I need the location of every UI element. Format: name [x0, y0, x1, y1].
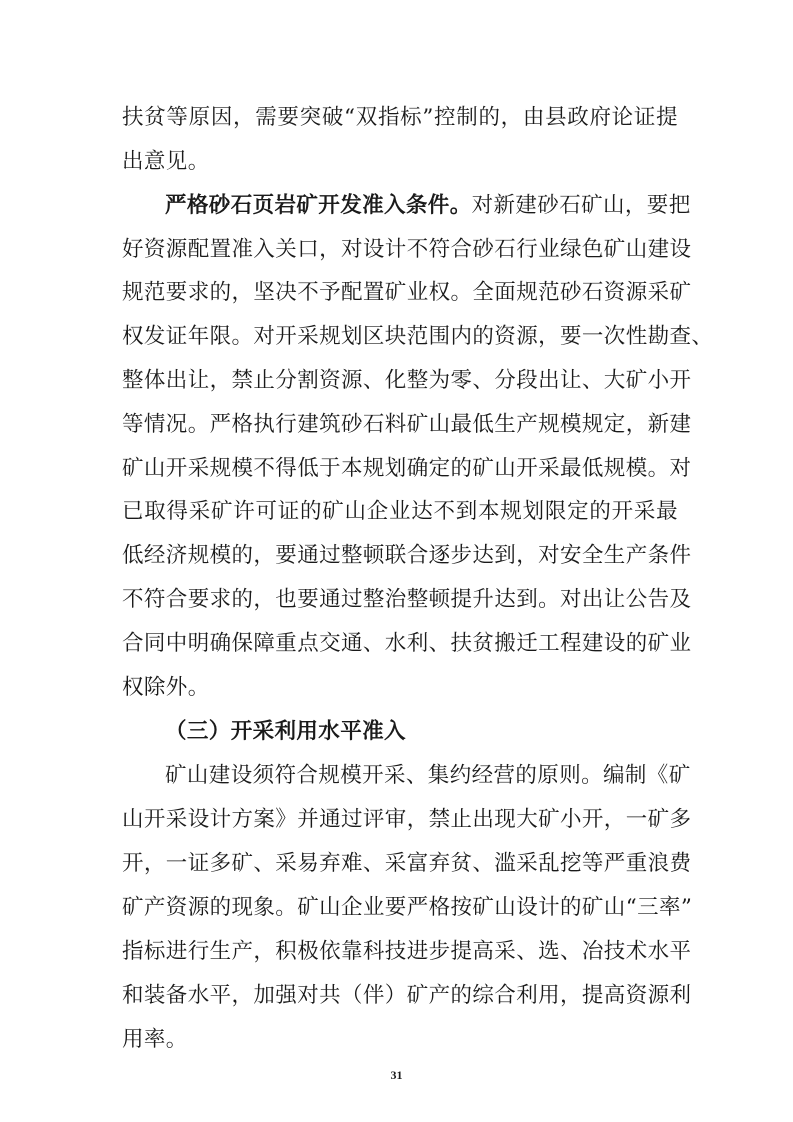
- paragraph2-line-3: 规范要求的，坚决不予配置矿业权。全面规范砂石资源采矿: [122, 280, 692, 305]
- paragraph2-line-5: 整体出让，禁止分割资源、化整为零、分段出让、大矿小开: [122, 368, 692, 393]
- paragraph2-line-6: 等情况。严格执行建筑砂石料矿山最低生产规模规定，新建: [122, 412, 692, 437]
- page-number: 31: [390, 1068, 403, 1082]
- paragraph3-line-6: 和装备水平，加强对共（伴）矿产的综合利用，提高资源利: [122, 983, 692, 1008]
- paragraph1-line-2: 出意见。: [122, 149, 210, 174]
- paragraph2-line-2: 好资源配置准入关口，对设计不符合砂石行业绿色矿山建设: [122, 237, 692, 262]
- paragraph3-line-7: 用率。: [122, 1027, 188, 1052]
- section-heading: （三）开采利用水平准入: [165, 719, 406, 744]
- paragraph2-line-7: 矿山开采规模不得低于本规划确定的矿山开采最低规模。对: [122, 456, 692, 481]
- paragraph2-line-12: 权除外。: [122, 675, 210, 700]
- paragraph2-first-line-rest: 对新建砂石矿山，要把: [471, 193, 691, 218]
- paragraph2-line-11: 合同中明确保障重点交通、水利、扶贫搬迁工程建设的矿业: [122, 631, 692, 656]
- paragraph2-bold-lead: 严格砂石页岩矿开发准入条件。: [165, 193, 472, 218]
- paragraph3-line-4: 矿产资源的现象。矿山企业要严格按矿山设计的矿山“三率”: [122, 895, 693, 920]
- paragraph2-line-10: 不符合要求的，也要通过整治整顿提升达到。对出让公告及: [122, 587, 692, 612]
- paragraph2-line-4: 权发证年限。对开采规划区块范围内的资源，要一次性勘查、: [122, 324, 714, 349]
- paragraph3-line-3: 开，一证多矿、采易弃难、采富弃贫、滥采乱挖等严重浪费: [122, 851, 692, 876]
- paragraph3-line-5: 指标进行生产，积极依靠科技进步提高采、选、冶技术水平: [122, 939, 692, 964]
- paragraph2-line-1: [165, 186, 691, 226]
- paragraph2-line-8: 已取得采矿许可证的矿山企业达不到本规划限定的开采最: [122, 499, 678, 524]
- paragraph1-line-1: 扶贫等原因，需要突破“双指标”控制的，由县政府论证提: [122, 105, 678, 130]
- paragraph3-line-1: 矿山建设须符合规模开采、集约经营的原则。编制《矿: [165, 763, 691, 788]
- paragraph2-line-9: 低经济规模的，要通过整顿联合逐步达到，对安全生产条件: [122, 543, 692, 568]
- paragraph3-line-2: 山开采设计方案》并通过评审，禁止出现大矿小开，一矿多: [122, 807, 692, 832]
